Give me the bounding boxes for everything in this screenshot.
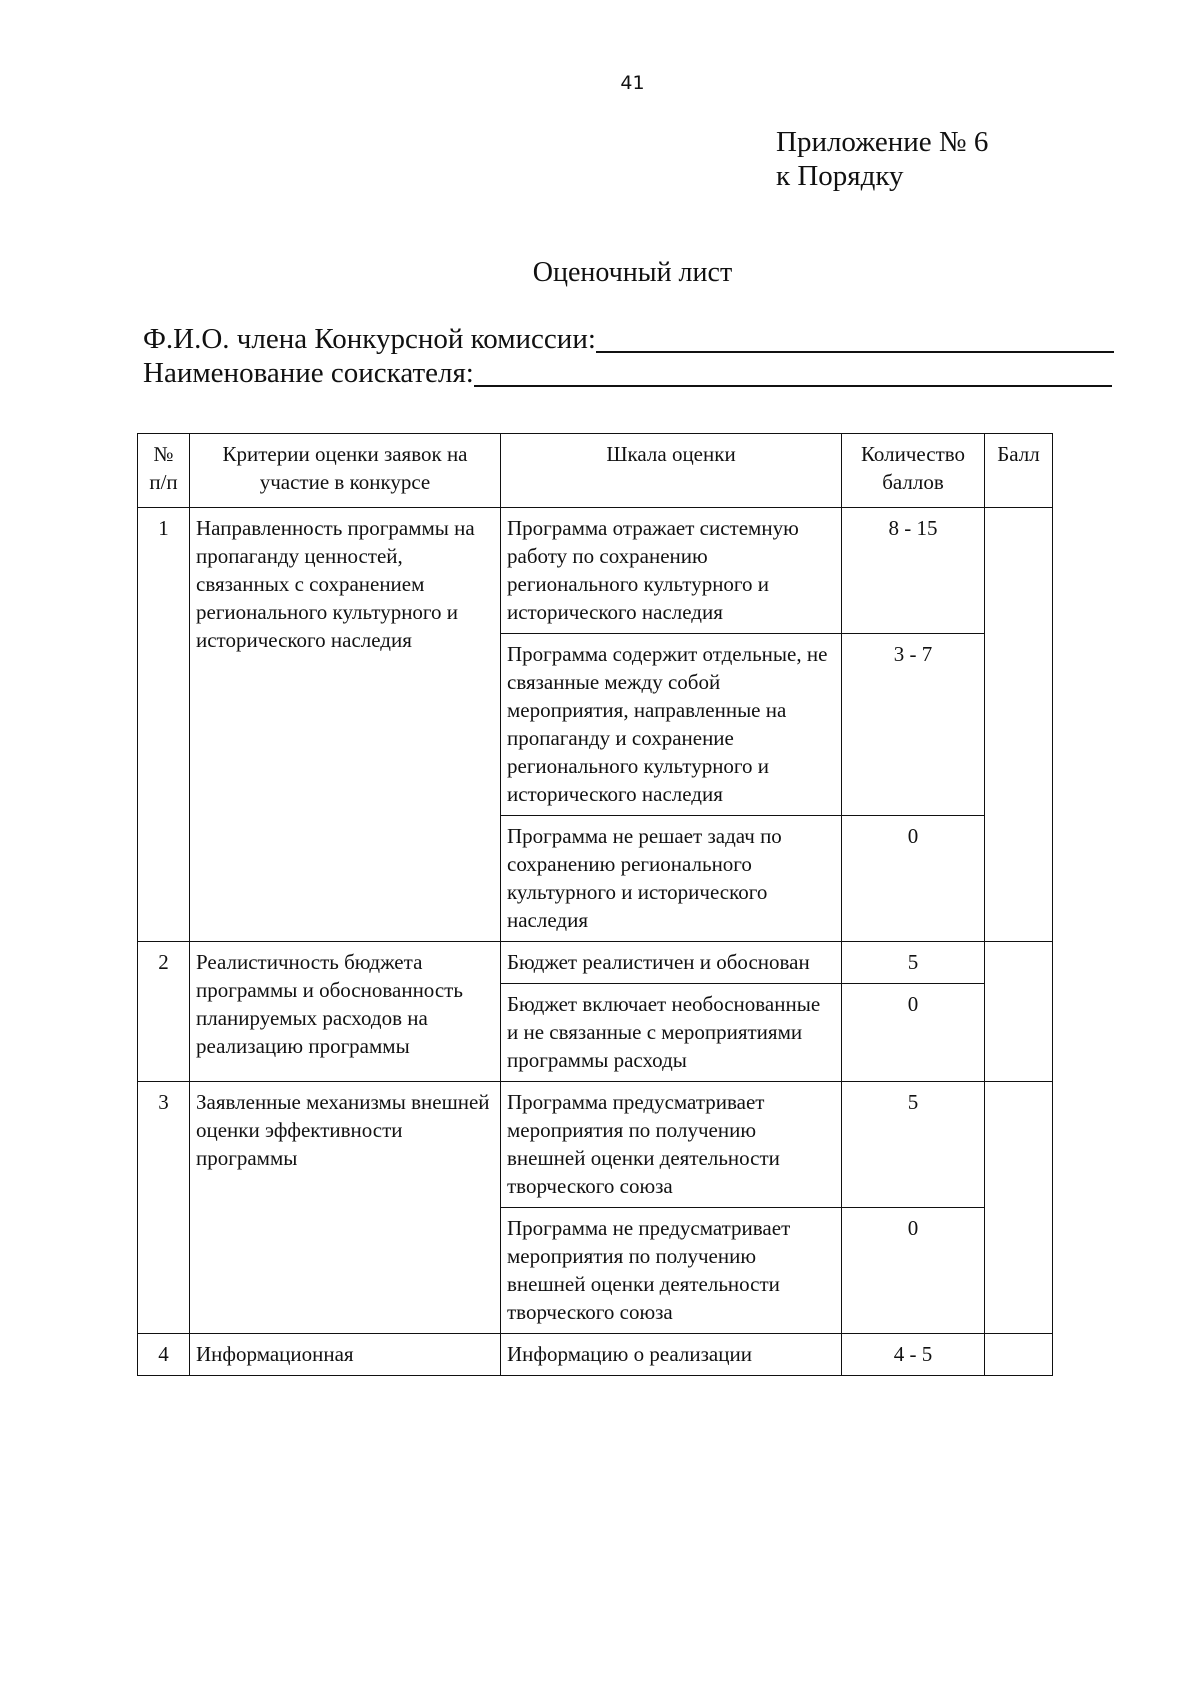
criterion-number: 1: [138, 508, 190, 942]
applicant-name-field: [143, 356, 1112, 390]
scale-option: Бюджет реалистичен и обоснован: [501, 942, 842, 984]
header-criteria: Критерии оценки заявок на участие в конкурсе: [190, 434, 501, 508]
points-range: 0: [842, 1208, 985, 1334]
points-range: 5: [842, 942, 985, 984]
member-name-field: [143, 322, 1114, 356]
score-cell[interactable]: [985, 508, 1053, 942]
scale-option: Программа предусматривает мероприятия по получению внешней оценки деятельности творческого союза: [501, 1082, 842, 1208]
criterion-number: 4: [138, 1334, 190, 1376]
member-name-blank-line[interactable]: [596, 325, 1114, 353]
table-row: [138, 1334, 1053, 1376]
scale-option: Бюджет включает необоснованные и не связанные с мероприятиями программы расходы: [501, 984, 842, 1082]
points-range: 0: [842, 984, 985, 1082]
appendix-parent: к Порядку: [776, 160, 904, 192]
table-row: [138, 942, 1053, 984]
page-number: 41: [620, 72, 645, 94]
score-cell[interactable]: [985, 1082, 1053, 1334]
table-row: [138, 1082, 1053, 1208]
score-cell[interactable]: [985, 942, 1053, 1082]
member-name-label: Ф.И.О. члена Конкурсной комиссии:: [143, 323, 596, 355]
scale-option: Программа отражает системную работу по сохранению регионального культурного и исторического наследия: [501, 508, 842, 634]
criterion-description: Информационная: [190, 1334, 501, 1376]
criterion-description: Заявленные механизмы внешней оценки эффективности программы: [190, 1082, 501, 1334]
header-number: № п/п: [138, 434, 190, 508]
scale-option: Программа содержит отдельные, не связанные между собой мероприятия, направленные на пропаганду и сохранение регионального культурного и исторического наследия: [501, 634, 842, 816]
header-quantity: Количество баллов: [842, 434, 985, 508]
criterion-number: 3: [138, 1082, 190, 1334]
scale-option: Программа не решает задач по сохранению регионального культурного и исторического наследия: [501, 816, 842, 942]
header-score: Балл: [985, 434, 1053, 508]
appendix-number: Приложение № 6: [776, 126, 989, 158]
scale-option: Программа не предусматривает мероприятия по получению внешней оценки деятельности творческого союза: [501, 1208, 842, 1334]
header-scale: Шкала оценки: [501, 434, 842, 508]
criterion-description: Направленность программы на пропаганду ценностей, связанных с сохранением регионального культурного и исторического наследия: [190, 508, 501, 942]
document-title: Оценочный лист: [532, 257, 733, 288]
points-range: 5: [842, 1082, 985, 1208]
table-header-row: [138, 434, 1053, 508]
applicant-name-blank-line[interactable]: [474, 359, 1112, 387]
evaluation-table: [137, 433, 1053, 1376]
points-range: 4 - 5: [842, 1334, 985, 1376]
scale-option: Информацию о реализации: [501, 1334, 842, 1376]
table-body: [138, 508, 1053, 1376]
criterion-description: Реалистичность бюджета программы и обоснованность планируемых расходов на реализацию программы: [190, 942, 501, 1082]
points-range: 8 - 15: [842, 508, 985, 634]
score-cell[interactable]: [985, 1334, 1053, 1376]
applicant-name-label: Наименование соискателя:: [143, 357, 474, 389]
appendix-reference: [776, 125, 988, 193]
table-row: [138, 508, 1053, 634]
criterion-number: 2: [138, 942, 190, 1082]
points-range: 3 - 7: [842, 634, 985, 816]
points-range: 0: [842, 816, 985, 942]
